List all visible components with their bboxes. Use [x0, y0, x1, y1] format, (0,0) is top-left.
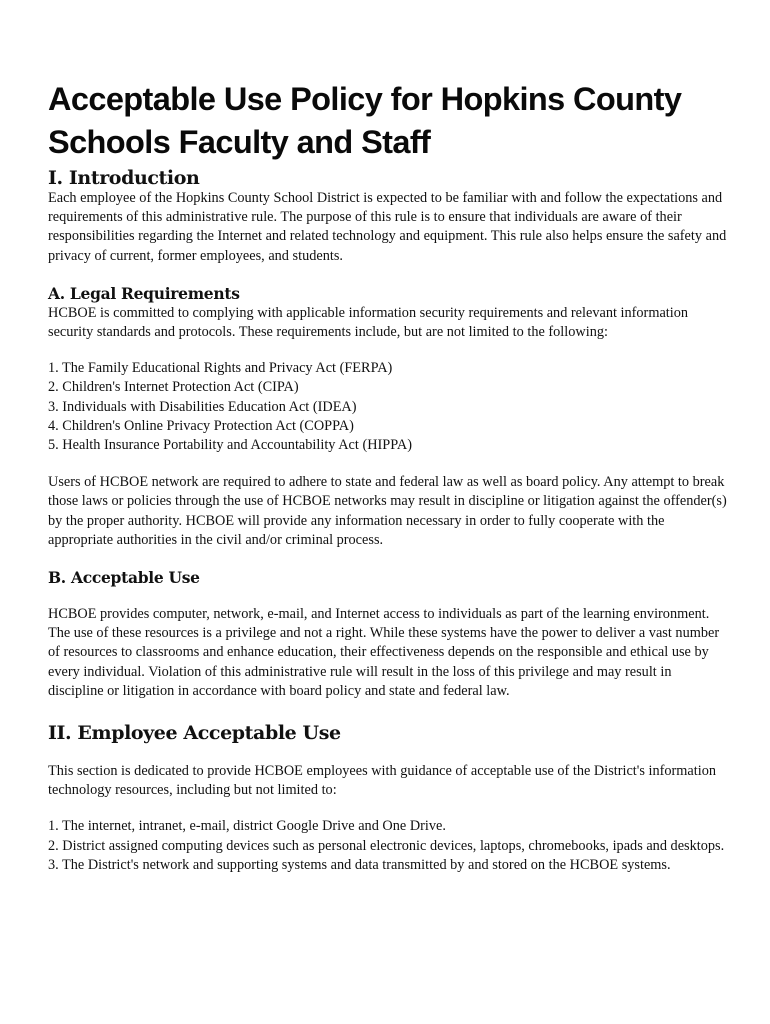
legal-requirements-intro: HCBOE is committed to complying with applicable information security requirements and relevant information security standards and protocols. These requirements include, but are not limited to the following:: [48, 304, 689, 341]
list-item: 4. Children's Online Privacy Protection Act (COPPA): [48, 417, 354, 434]
document-page: [48, 78, 728, 875]
list-item: 1. The Family Educational Rights and Privacy Act (FERPA): [48, 360, 393, 377]
legal-requirements-list: [48, 359, 728, 455]
employee-use-heading: II. Employee Acceptable Use: [48, 722, 341, 745]
legal-requirements-closing: Users of HCBOE network are required to adhere to state and federal law as well as board policy. Any attempt to break those laws or policies through the use of HCBOE networks may result in discipline or litigation against the offender(s) by the proper authority. HCBOE will provide any information necessary in order to fully cooperate with the appropriate authorities in the civil and/or criminal process.: [48, 474, 727, 548]
document-title: Acceptable Use Policy for Hopkins County Schools Faculty and Staff: [48, 81, 682, 160]
list-item: 3. Individuals with Disabilities Education Act (IDEA): [48, 398, 357, 415]
introduction-heading: I. Introduction: [48, 167, 200, 189]
employee-use-list: [48, 817, 728, 875]
legal-requirements-heading: A. Legal Requirements: [48, 283, 240, 303]
introduction-body: Each employee of the Hopkins County School District is expected to be familiar with and follow the expectations and requirements of this administrative rule. The purpose of this rule is to ensure that individuals are aware of their responsibilities regarding the Internet and related technology and equipment. This rule also helps ensure the safety and privacy of current, former employees, and students.: [48, 190, 727, 264]
acceptable-use-heading: B. Acceptable Use: [48, 568, 200, 588]
acceptable-use-body: HCBOE provides computer, network, e-mail, and Internet access to individuals as part of the learning environment. The use of these resources is a privilege and not a right. While these systems have the power to deliver a vast number of resources to classrooms and enhance education, their effectiveness depends on the responsible and ethical use by every individual. Violation of this administrative rule will result in the loss of this privilege and may result in discipline or litigation in accordance with board policy and state and federal law.: [48, 606, 720, 699]
list-item: 5. Health Insurance Portability and Accountability Act (HIPPA): [48, 437, 412, 454]
list-item: 1. The internet, intranet, e-mail, district Google Drive and One Drive.: [48, 818, 446, 835]
list-item: 2. District assigned computing devices such as personal electronic devices, laptops, chromebooks, ipads and desktops.: [48, 837, 725, 854]
employee-use-intro: This section is dedicated to provide HCBOE employees with guidance of acceptable use of the District's information technology resources, including but not limited to:: [48, 763, 716, 799]
list-item: 2. Children's Internet Protection Act (CIPA): [48, 379, 299, 396]
list-item: 3. The District's network and supporting systems and data transmitted by and stored on the HCBOE systems.: [48, 856, 671, 873]
